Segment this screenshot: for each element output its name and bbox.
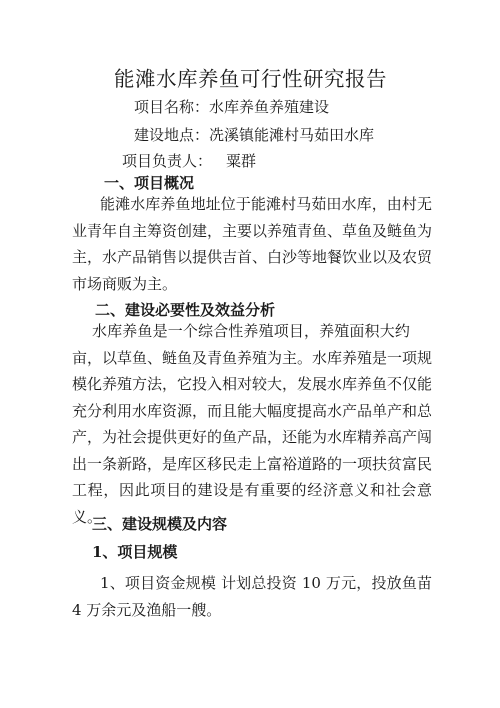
section-1-paragraph: 能滩水库养鱼地址位于能滩村马茹田水库，由村无业青年自主筹资创建，主要以养殖青鱼、草鱼及鲢鱼为主，水产品销售以提供吉首、白沙等地餐饮业以及农贸市场商贩为主。 xyxy=(72,195,433,293)
project-name-label: 项目名称： xyxy=(134,98,210,116)
person-line xyxy=(122,150,256,171)
section-3-paragraph: 1、项目资金规模 计划总投资 10 万元，投放鱼苗 4 万余元及渔船一艘。 xyxy=(72,574,432,619)
person-value: 粟群 xyxy=(226,152,257,170)
project-name-line xyxy=(134,96,329,117)
section-2-heading: 二、建设必要性及效益分析 xyxy=(95,301,276,319)
section-2-text-a: 水库养鱼是一个综合性养殖项目，养殖面积大约 xyxy=(92,322,410,340)
section-2-paragraph xyxy=(72,318,432,530)
person-label: 项目负责人： xyxy=(122,152,213,170)
section-2-text-b: 亩，以草鱼、鲢鱼及青鱼养殖为主。水库养殖是一项规模化养殖方法，它投入相对较大，发展水库养鱼不仅能充分利用水库资源，而且能大幅度提高水产品单产和总产，为社会提供更好的鱼产品，还能为水库精养高产闯出一条新路，是库区移民走上富裕道路的一项扶贫富民工程，因此项目的建设是有重要的经济意义和社会意义。 xyxy=(72,348,433,526)
location-value: 冼溪镇能滩村马茹田水库 xyxy=(209,126,375,144)
location-line xyxy=(134,124,374,145)
section-1-heading: 一、项目概况 xyxy=(104,174,195,192)
document-title: 能滩水库养鱼可行性研究报告 xyxy=(114,67,387,91)
location-label: 建设地点： xyxy=(134,126,210,144)
section-3-subheading: 1、项目规模 xyxy=(92,543,178,561)
project-name-value: 水库养鱼养殖建设 xyxy=(209,98,330,116)
section-3-heading: 三、建设规模及内容 xyxy=(92,515,228,533)
